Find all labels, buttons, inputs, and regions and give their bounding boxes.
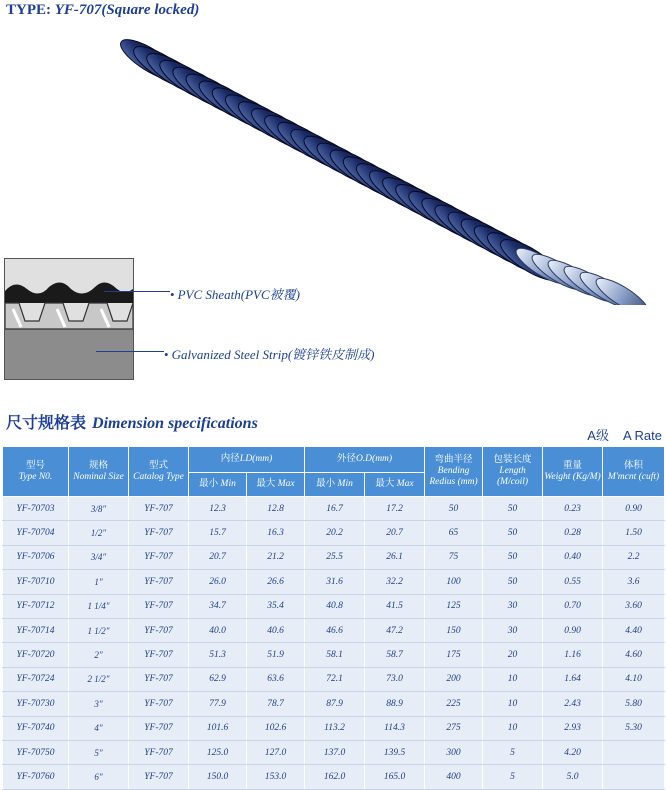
cell-bend: 150 [425,618,483,642]
cell-volume: 4.10 [603,667,665,691]
cell-volume: 5.30 [603,716,665,740]
cell-volume: 3.6 [603,570,665,594]
cell-id-min: 40.0 [189,618,247,642]
table-row [3,740,665,764]
cell-size: 2 1/2" [69,667,129,691]
cell-length: 10 [483,716,543,740]
cell-od-max: 17.2 [365,497,425,521]
cell-id-min: 20.7 [189,545,247,569]
cell-size: 1 1/2" [69,618,129,642]
type-label: TYPE: [6,2,51,18]
cell-od-min: 20.2 [305,521,365,545]
cell-size: 3/8" [69,497,129,521]
cell-od-min: 72.1 [305,667,365,691]
cell-type: YF-70760 [3,765,69,789]
cell-bend: 200 [425,667,483,691]
dimension-title: 尺寸规格表 Dimension specifications [6,415,258,432]
cell-length: 10 [483,692,543,716]
cell-weight: 5.0 [543,765,603,789]
cell-size: 1" [69,570,129,594]
strip-pointer [96,351,164,352]
model-name: YF-707(Square locked) [54,2,200,18]
cell-id-min: 51.3 [189,643,247,667]
cell-catalog: YF-707 [129,667,189,691]
table-row [3,692,665,716]
cell-od-min: 46.6 [305,618,365,642]
cell-id-min: 34.7 [189,594,247,618]
cell-type: YF-70706 [3,545,69,569]
cell-volume [603,740,665,764]
cell-id-max: 127.0 [247,740,305,764]
cell-length: 20 [483,643,543,667]
cell-catalog: YF-707 [129,643,189,667]
cell-bend: 225 [425,692,483,716]
cell-size: 2" [69,643,129,667]
cell-catalog: YF-707 [129,521,189,545]
cell-type: YF-70720 [3,643,69,667]
table-row [3,521,665,545]
cell-od-max: 58.7 [365,643,425,667]
header-type: 型号 Type N0. [3,447,69,497]
cell-weight: 0.70 [543,594,603,618]
cell-catalog: YF-707 [129,692,189,716]
cell-type: YF-70704 [3,521,69,545]
cell-size: 1 1/4" [69,594,129,618]
table-row [3,667,665,691]
header-length: 包装长度 Length (M/coil) [483,447,543,497]
cell-od-max: 114.3 [365,716,425,740]
cell-volume: 5.80 [603,692,665,716]
cell-catalog: YF-707 [129,545,189,569]
cell-volume: 4.60 [603,643,665,667]
cell-od-max: 26.1 [365,545,425,569]
cell-id-min: 12.3 [189,497,247,521]
cell-length: 50 [483,545,543,569]
cell-size: 5" [69,740,129,764]
cell-length: 30 [483,618,543,642]
cell-id-max: 12.8 [247,497,305,521]
cell-volume: 1.50 [603,521,665,545]
cell-weight: 2.93 [543,716,603,740]
cell-bend: 65 [425,521,483,545]
cell-od-min: 31.6 [305,570,365,594]
cell-od-max: 73.0 [365,667,425,691]
cell-bend: 400 [425,765,483,789]
cross-section-image [4,258,134,380]
cell-catalog: YF-707 [129,570,189,594]
cell-catalog: YF-707 [129,765,189,789]
header-od-max: 最大 Max [365,473,425,497]
header-id-min: 最小 Min [189,473,247,497]
cell-id-max: 63.6 [247,667,305,691]
header-catalog: 型式 Catalog Type [129,447,189,497]
header-id: 内径I.D(mm) [189,447,305,473]
cell-type: YF-70703 [3,497,69,521]
cell-id-min: 15.7 [189,521,247,545]
cell-id-max: 21.2 [247,545,305,569]
sheath-pointer [104,291,170,292]
header-od-min: 最小 Min [305,473,365,497]
cell-od-min: 162.0 [305,765,365,789]
cell-id-max: 78.7 [247,692,305,716]
cell-bend: 275 [425,716,483,740]
cell-type: YF-70750 [3,740,69,764]
table-row [3,570,665,594]
cell-od-min: 87.9 [305,692,365,716]
bullet-icon: • [170,287,175,302]
table-row [3,716,665,740]
cell-catalog: YF-707 [129,740,189,764]
cell-size: 3/4" [69,545,129,569]
cell-id-max: 16.3 [247,521,305,545]
cell-length: 50 [483,497,543,521]
cell-catalog: YF-707 [129,497,189,521]
table-row [3,618,665,642]
cell-length: 5 [483,740,543,764]
cell-weight: 0.40 [543,545,603,569]
header-id-max: 最大 Max [247,473,305,497]
cell-od-min: 40.8 [305,594,365,618]
cell-id-max: 40.6 [247,618,305,642]
cell-length: 50 [483,521,543,545]
cell-od-max: 165.0 [365,765,425,789]
strip-callout: • Galvanized Steel Strip(镀锌铁皮制成) [164,347,375,362]
header-size: 规格 Nominal Size [69,447,129,497]
cell-id-min: 77.9 [189,692,247,716]
cell-bend: 50 [425,497,483,521]
cell-volume: 3.60 [603,594,665,618]
cell-id-min: 125.0 [189,740,247,764]
table-row [3,545,665,569]
cell-type: YF-70710 [3,570,69,594]
cell-size: 6" [69,765,129,789]
cell-id-min: 101.6 [189,716,247,740]
cell-od-max: 47.2 [365,618,425,642]
cell-weight: 0.28 [543,521,603,545]
cell-od-max: 139.5 [365,740,425,764]
cell-catalog: YF-707 [129,594,189,618]
cell-type: YF-70740 [3,716,69,740]
cell-od-max: 32.2 [365,570,425,594]
cell-id-min: 62.9 [189,667,247,691]
cell-type: YF-70714 [3,618,69,642]
cell-bend: 125 [425,594,483,618]
cell-weight: 0.90 [543,618,603,642]
cell-id-max: 26.6 [247,570,305,594]
sheath-callout: • PVC Sheath(PVC被覆) [170,287,300,302]
cell-length: 30 [483,594,543,618]
cell-bend: 75 [425,545,483,569]
cell-length: 50 [483,570,543,594]
cell-weight: 0.23 [543,497,603,521]
grade-label [573,425,662,444]
cell-type: YF-70712 [3,594,69,618]
page-title [6,2,199,19]
header-od: 外径O.D(mm) [305,447,425,473]
cell-id-max: 35.4 [247,594,305,618]
cell-type: YF-70730 [3,692,69,716]
cell-bend: 100 [425,570,483,594]
cell-weight: 0.55 [543,570,603,594]
cell-weight: 1.16 [543,643,603,667]
cell-weight: 4.20 [543,740,603,764]
cell-weight: 1.64 [543,667,603,691]
cell-bend: 300 [425,740,483,764]
cell-volume: 4.40 [603,618,665,642]
cell-od-min: 58.1 [305,643,365,667]
dimension-table [2,446,665,790]
cell-od-min: 137.0 [305,740,365,764]
cell-volume: 0.90 [603,497,665,521]
cell-volume: 2.2 [603,545,665,569]
cell-weight: 2.43 [543,692,603,716]
cell-size: 3" [69,692,129,716]
cell-catalog: YF-707 [129,618,189,642]
header-volume: 体积 M'mcnt (cuft) [603,447,665,497]
table-row [3,594,665,618]
cell-size: 1/2" [69,521,129,545]
cell-od-max: 41.5 [365,594,425,618]
cell-id-min: 150.0 [189,765,247,789]
cell-id-max: 153.0 [247,765,305,789]
table-row [3,643,665,667]
cell-od-max: 88.9 [365,692,425,716]
cell-id-max: 51.9 [247,643,305,667]
hose-image [110,20,666,305]
grade-cn: A级 [587,428,609,443]
header-weight: 重量 Weight (Kg/M) [543,447,603,497]
cell-id-min: 26.0 [189,570,247,594]
header-bend: 弯曲半径 Bending Redius (mm) [425,447,483,497]
cell-catalog: YF-707 [129,716,189,740]
cell-size: 4" [69,716,129,740]
cell-od-min: 113.2 [305,716,365,740]
bullet-icon: • [164,347,169,362]
grade-en: A Rate [622,428,662,443]
cell-type: YF-70724 [3,667,69,691]
cell-id-max: 102.6 [247,716,305,740]
cell-od-min: 16.7 [305,497,365,521]
cell-bend: 175 [425,643,483,667]
cell-length: 5 [483,765,543,789]
cell-od-max: 20.7 [365,521,425,545]
cell-length: 10 [483,667,543,691]
table-row [3,497,665,521]
cell-od-min: 25.5 [305,545,365,569]
